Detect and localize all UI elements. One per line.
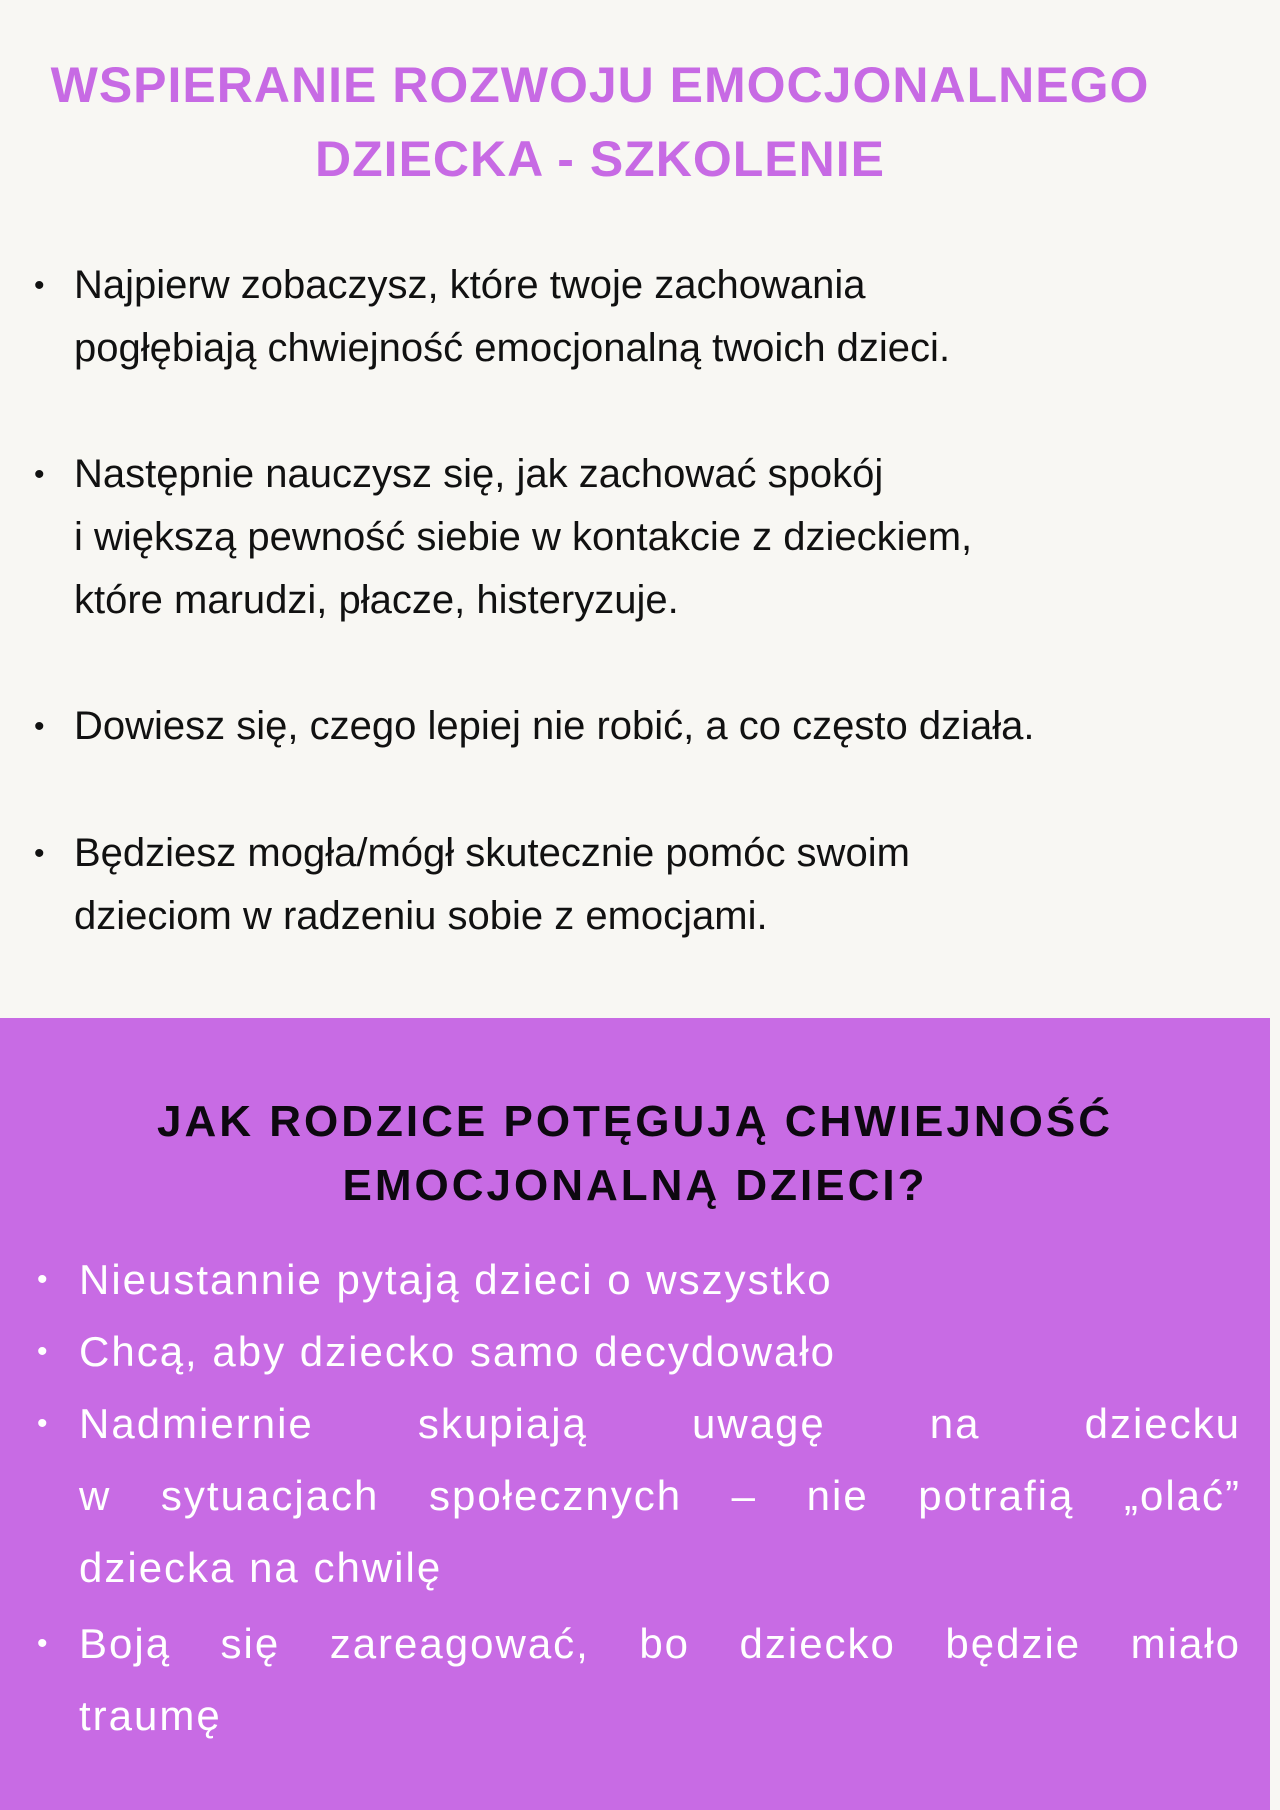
heading-line: JAK RODZICE POTĘGUJĄ CHWIEJNOŚĆ <box>157 1097 1113 1146</box>
section-heading <box>0 1090 1270 1218</box>
item-line: Następnie nauczysz się, jak zachować spokój <box>74 452 884 496</box>
item-line: dziecka na chwilę <box>79 1544 443 1591</box>
item-line: Najpierw zobaczysz, które twoje zachowania <box>74 263 866 307</box>
right-edge-strip <box>1270 1018 1280 1810</box>
list-item <box>37 1316 1241 1388</box>
list-item <box>37 1388 1241 1604</box>
bullet-icon: • <box>37 1263 48 1296</box>
item-line: i większą pewność siebie w kontakcie z dzieckiem, <box>74 515 973 559</box>
list-item <box>34 443 973 632</box>
item-line: Dowiesz się, czego lepiej nie robić, a co często działa. <box>74 704 1035 748</box>
bullet-icon: • <box>34 458 45 491</box>
item-line: traumę <box>79 1692 222 1739</box>
list-item <box>37 1608 1241 1752</box>
bullet-icon: • <box>37 1627 48 1660</box>
bullet-icon: • <box>34 710 45 743</box>
item-line: Nieustannie pytają dzieci o wszystko <box>79 1256 833 1303</box>
title-line: DZIECKA - SZKOLENIE <box>315 131 885 187</box>
page-title <box>0 48 1200 196</box>
list-item <box>34 822 910 948</box>
item-line: Boją się zareagować, bo dziecko będzie miało <box>79 1620 1241 1667</box>
list-item <box>34 695 1035 758</box>
item-line: dzieciom w radzeniu sobie z emocjami. <box>74 894 768 938</box>
item-line: Chcą, aby dziecko samo decydowało <box>79 1328 837 1375</box>
item-line: pogłębiają chwiejność emocjonalną twoich dzieci. <box>74 326 951 370</box>
bullet-icon: • <box>34 269 45 302</box>
list-item <box>37 1244 1241 1316</box>
heading-line: EMOCJONALNĄ DZIECI? <box>342 1161 928 1210</box>
title-line: WSPIERANIE ROZWOJU EMOCJONALNEGO <box>50 57 1150 113</box>
bullet-icon: • <box>37 1407 48 1440</box>
item-line: Nadmiernie skupiają uwagę na dziecku <box>79 1400 1241 1447</box>
bullet-icon: • <box>37 1335 48 1368</box>
item-line: Będziesz mogła/mógł skutecznie pomóc swoim <box>74 831 910 875</box>
item-line: w sytuacjach społecznych – nie potrafią „olać” <box>79 1472 1241 1519</box>
bullet-icon: • <box>34 837 45 870</box>
item-line: które marudzi, płacze, histeryzuje. <box>74 578 679 622</box>
list-item <box>34 254 951 380</box>
parents-section <box>0 1018 1270 1810</box>
